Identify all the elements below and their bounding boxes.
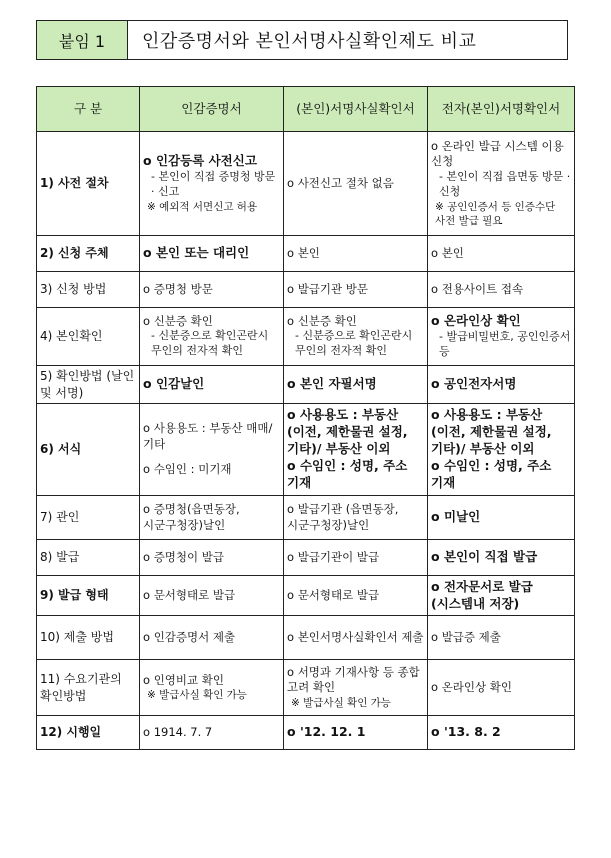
cell-line: o 인감증명서 제출: [143, 629, 236, 644]
cell-line: o 전용사이트 접속: [431, 281, 524, 296]
header-seal-certificate: 인감증명서: [140, 87, 284, 132]
cell-line: ※ 공인인증서 등 인증수단 사전 발급 필요: [435, 200, 556, 227]
row-category: 5) 확인방법 (날인 및 서명): [37, 366, 140, 404]
cell-line: o 문서형태로 발급: [287, 587, 380, 602]
cell-c3: [428, 616, 575, 660]
cell-line: o 본인: [287, 245, 320, 260]
table-row: [37, 236, 575, 272]
cell-line: o 미날인: [431, 509, 481, 525]
cell-line: - 본인이 직접 읍면동 방문 · 신청: [439, 170, 571, 198]
table-row: [37, 132, 575, 236]
row-category: 3) 신청 방법: [37, 272, 140, 308]
cell-line: - 신분증으로 확인곤란시 무인의 전자적 확인: [151, 329, 269, 358]
cell-c2: [284, 272, 428, 308]
cell-c1: [140, 366, 284, 404]
cell-c3: [428, 716, 575, 750]
cell-line: o 발급기관 (읍면동장, 시군구청장)날인: [287, 501, 399, 532]
cell-line: o 발급기관 방문: [287, 281, 369, 296]
cell-line: o 전자문서로 발급 (시스템내 저장): [431, 578, 533, 611]
row-category: 8) 발급: [37, 540, 140, 576]
table-row: [37, 496, 575, 540]
row-category: 12) 시행일: [37, 716, 140, 750]
cell-line: - 발급비밀번호, 공인인증서 등: [439, 330, 571, 358]
cell-line: o 공인전자서명: [431, 376, 517, 392]
cell-c2: [284, 308, 428, 366]
cell-line: o 사용용도 : 부동산(이전, 제한물권 설정, 기타)/ 부동산 이외: [431, 407, 552, 457]
table-row: [37, 660, 575, 716]
cell-c1: [140, 540, 284, 576]
cell-c3: [428, 308, 575, 366]
cell-line: - 신분증으로 확인곤란시 무인의 전자적 확인: [295, 329, 413, 358]
row-category: 11) 수요기관의 확인방법: [37, 660, 140, 716]
cell-c1: [140, 272, 284, 308]
title-box: [36, 20, 568, 60]
cell-c1: [140, 660, 284, 716]
cell-spacer: [143, 452, 280, 462]
cell-line: o 증명청이 발급: [143, 549, 225, 564]
cell-c2: [284, 496, 428, 540]
header-electronic-signature-confirmation: 전자(본인)서명확인서: [428, 87, 575, 132]
cell-line: o 본인: [431, 245, 464, 260]
cell-c3: [428, 576, 575, 616]
cell-c2: [284, 132, 428, 236]
row-category: 7) 관인: [37, 496, 140, 540]
cell-line: o 증명청 방문: [143, 281, 213, 296]
cell-c1: [140, 132, 284, 236]
cell-line: o 발급기관이 발급: [287, 549, 380, 564]
cell-line: o 서명과 기재사항 등 종합 고려 확인: [287, 664, 420, 695]
header-signature-confirmation: (본인)서명사실확인서: [284, 87, 428, 132]
cell-c3: [428, 272, 575, 308]
cell-c1: [140, 308, 284, 366]
table-row: [37, 308, 575, 366]
cell-c1: [140, 716, 284, 750]
table-row: [37, 366, 575, 404]
cell-line: o 인영비교 확인: [143, 672, 225, 687]
cell-line: o 본인서명사실확인서 제출: [287, 629, 424, 644]
table-header-row: [37, 87, 575, 132]
cell-line: o 사전신고 절차 없음: [287, 175, 394, 190]
cell-c1: [140, 616, 284, 660]
cell-line: ※ 발급사실 확인 가능: [291, 696, 391, 709]
cell-line: o 본인 자필서명: [287, 376, 377, 392]
cell-line: o 온라인 발급 시스템 이용 신청: [431, 138, 564, 169]
cell-c3: [428, 540, 575, 576]
cell-c2: [284, 236, 428, 272]
cell-line: o 사용용도 : 부동산 매매/기타: [143, 421, 273, 451]
cell-c2: [284, 404, 428, 496]
cell-line: o 증명청(읍면동장,시군구청장)날인: [143, 501, 240, 532]
cell-line: o 수임인 : 미기재: [143, 462, 232, 477]
cell-c3: [428, 366, 575, 404]
cell-line: o 온라인상 확인: [431, 313, 521, 329]
row-category: 2) 신청 주체: [37, 236, 140, 272]
cell-c3: [428, 236, 575, 272]
cell-line: o 사용용도 : 부동산(이전, 제한물권 설정, 기타)/ 부동산 이외: [287, 407, 408, 457]
table-row: [37, 616, 575, 660]
cell-line: o 신분증 확인: [143, 313, 213, 328]
cell-c1: [140, 404, 284, 496]
cell-line: o 1914. 7. 7: [143, 724, 213, 739]
cell-c2: [284, 616, 428, 660]
cell-c2: [284, 660, 428, 716]
cell-c1: [140, 496, 284, 540]
cell-c3: [428, 660, 575, 716]
row-category: 6) 서식: [37, 404, 140, 496]
document-title: 인감증명서와 본인서명사실확인제도 비교: [142, 31, 477, 52]
cell-c2: [284, 540, 428, 576]
cell-c3: [428, 132, 575, 236]
comparison-table: [36, 86, 575, 750]
table-row: [37, 716, 575, 750]
row-category: 10) 제출 방법: [37, 616, 140, 660]
cell-c1: [140, 236, 284, 272]
cell-line: o 수임인 : 성명, 주소 기재: [431, 457, 552, 490]
cell-c3: [428, 496, 575, 540]
table-row: [37, 540, 575, 576]
header-category: 구 분: [37, 87, 140, 132]
attachment-label: 붙임 1: [37, 21, 128, 59]
table-row: [37, 404, 575, 496]
cell-c3: [428, 404, 575, 496]
cell-line: o 신분증 확인: [287, 313, 357, 328]
cell-c2: [284, 716, 428, 750]
cell-line: o 온라인상 확인: [431, 679, 513, 694]
cell-line: ※ 예외적 서면신고 허용: [147, 200, 258, 213]
cell-line: o 본인이 직접 발급: [431, 549, 538, 565]
cell-line: o '12. 12. 1: [287, 724, 366, 740]
cell-line: - 본인이 직접 증명청 방문 · 신고: [151, 170, 276, 198]
cell-c1: [140, 576, 284, 616]
cell-line: o 발급증 제출: [431, 629, 501, 644]
cell-line: o 본인 또는 대리인: [143, 245, 250, 261]
table-row: [37, 272, 575, 308]
row-category: 9) 발급 형태: [37, 576, 140, 616]
row-category: 4) 본인확인: [37, 308, 140, 366]
cell-c2: [284, 366, 428, 404]
cell-line: ※ 발급사실 확인 가능: [147, 689, 247, 702]
cell-line: o 인감등록 사전신고: [143, 153, 257, 169]
table-row: [37, 576, 575, 616]
cell-line: o 인감날인: [143, 376, 205, 392]
cell-c2: [284, 576, 428, 616]
cell-line: o '13. 8. 2: [431, 724, 501, 740]
cell-line: o 수임인 : 성명, 주소 기재: [287, 457, 408, 490]
cell-line: o 문서형태로 발급: [143, 587, 236, 602]
row-category: 1) 사전 절차: [37, 132, 140, 236]
